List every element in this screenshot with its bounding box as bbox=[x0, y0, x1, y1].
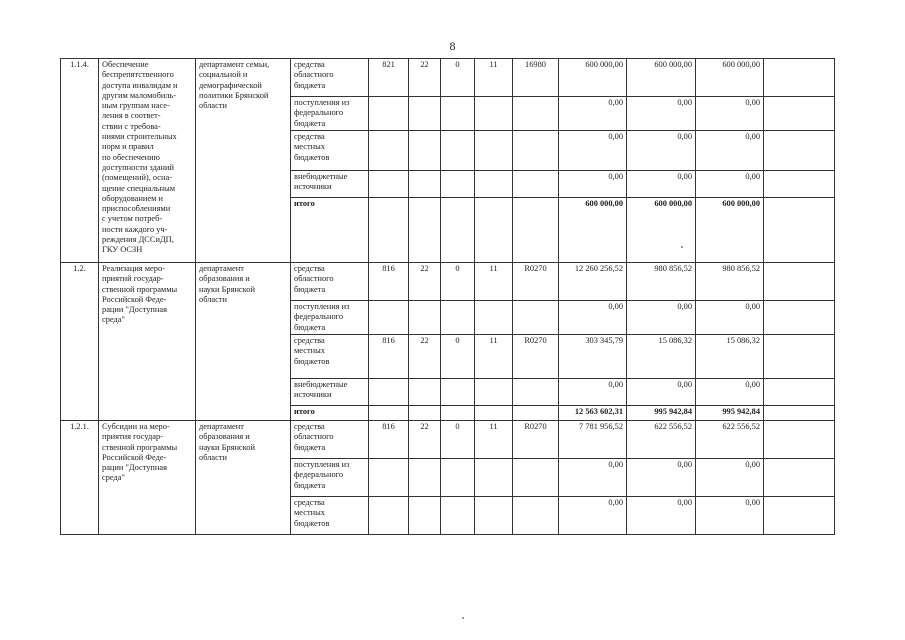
code-cell-c3: 0 bbox=[441, 263, 475, 301]
code-cell-c1: 816 bbox=[369, 335, 409, 379]
amount-cell-v3: 622 556,52 bbox=[696, 421, 764, 459]
funding-source-cell: внебюджетные источники bbox=[291, 171, 369, 198]
empty-cell bbox=[764, 301, 835, 335]
funding-source-cell: средства областного бюджета bbox=[291, 421, 369, 459]
amount-cell-v1: 7 781 956,52 bbox=[559, 421, 627, 459]
table-row bbox=[61, 421, 835, 459]
amount-cell-v3: 15 086,32 bbox=[696, 335, 764, 379]
code-cell-c4 bbox=[475, 379, 513, 406]
amount-cell-v1: 0,00 bbox=[559, 171, 627, 198]
code-cell-c2 bbox=[409, 171, 441, 198]
code-cell-c4 bbox=[475, 198, 513, 263]
amount-cell-v2: 0,00 bbox=[627, 459, 696, 497]
code-cell-c1 bbox=[369, 171, 409, 198]
code-cell-c3 bbox=[441, 198, 475, 263]
page-number: 8 bbox=[449, 39, 456, 53]
code-cell-c4 bbox=[475, 97, 513, 131]
code-cell-c4: 11 bbox=[475, 421, 513, 459]
empty-cell bbox=[764, 459, 835, 497]
code-cell-c1: 816 bbox=[369, 263, 409, 301]
funding-source-cell: средства местных бюджетов bbox=[291, 131, 369, 171]
code-cell-c3 bbox=[441, 406, 475, 421]
code-cell-c5 bbox=[513, 171, 559, 198]
code-cell-c4 bbox=[475, 131, 513, 171]
code-cell-c2 bbox=[409, 301, 441, 335]
code-cell-c2 bbox=[409, 131, 441, 171]
code-cell-c3 bbox=[441, 171, 475, 198]
code-cell-c3 bbox=[441, 301, 475, 335]
item-number-cell: 1.1.4. bbox=[61, 59, 99, 263]
empty-cell bbox=[764, 198, 835, 263]
funding-source-cell: средства областного бюджета bbox=[291, 263, 369, 301]
amount-cell-v2: 995 942,84 bbox=[627, 406, 696, 421]
code-cell-c1 bbox=[369, 301, 409, 335]
amount-cell-v1: 600 000,00 bbox=[559, 198, 627, 263]
code-cell-c1 bbox=[369, 459, 409, 497]
code-cell-c1 bbox=[369, 497, 409, 535]
empty-cell bbox=[764, 421, 835, 459]
empty-cell bbox=[764, 171, 835, 198]
code-cell-c2 bbox=[409, 97, 441, 131]
code-cell-c3 bbox=[441, 131, 475, 171]
amount-cell-v3: 0,00 bbox=[696, 301, 764, 335]
code-cell-c2 bbox=[409, 198, 441, 263]
code-cell-c4 bbox=[475, 497, 513, 535]
item-name-cell: Субсидии на меро- приятия государ- ственной программы Российской Феде- рации "Доступная среда" bbox=[99, 421, 196, 535]
code-cell-c5 bbox=[513, 497, 559, 535]
amount-cell-v3: 980 856,52 bbox=[696, 263, 764, 301]
code-cell-c4 bbox=[475, 171, 513, 198]
code-cell-c2: 22 bbox=[409, 421, 441, 459]
amount-cell-v3: 0,00 bbox=[696, 497, 764, 535]
code-cell-c2 bbox=[409, 459, 441, 497]
code-cell-c5 bbox=[513, 198, 559, 263]
scan-speck bbox=[462, 617, 464, 619]
scan-speck bbox=[681, 246, 683, 248]
executor-cell: департамент образования и науки Брянской области bbox=[196, 421, 291, 535]
amount-cell-v1: 12 260 256,52 bbox=[559, 263, 627, 301]
funding-source-cell: средства областного бюджета bbox=[291, 59, 369, 97]
code-cell-c1: 816 bbox=[369, 421, 409, 459]
amount-cell-v2: 980 856,52 bbox=[627, 263, 696, 301]
code-cell-c5: R0270 bbox=[513, 421, 559, 459]
amount-cell-v1: 12 563 602,31 bbox=[559, 406, 627, 421]
amount-cell-v1: 0,00 bbox=[559, 301, 627, 335]
amount-cell-v3: 0,00 bbox=[696, 97, 764, 131]
code-cell-c5 bbox=[513, 97, 559, 131]
amount-cell-v2: 0,00 bbox=[627, 379, 696, 406]
code-cell-c1 bbox=[369, 379, 409, 406]
code-cell-c2 bbox=[409, 379, 441, 406]
code-cell-c4 bbox=[475, 406, 513, 421]
code-cell-c5: R0270 bbox=[513, 335, 559, 379]
empty-cell bbox=[764, 59, 835, 97]
code-cell-c3: 0 bbox=[441, 421, 475, 459]
amount-cell-v2: 600 000,00 bbox=[627, 59, 696, 97]
empty-cell bbox=[764, 497, 835, 535]
amount-cell-v3: 0,00 bbox=[696, 171, 764, 198]
amount-cell-v3: 0,00 bbox=[696, 459, 764, 497]
item-number-cell: 1.2. bbox=[61, 263, 99, 421]
amount-cell-v3: 600 000,00 bbox=[696, 198, 764, 263]
amount-cell-v2: 622 556,52 bbox=[627, 421, 696, 459]
amount-cell-v1: 0,00 bbox=[559, 131, 627, 171]
code-cell-c1: 821 bbox=[369, 59, 409, 97]
funding-source-cell: итого bbox=[291, 198, 369, 263]
table-row bbox=[61, 263, 835, 301]
code-cell-c2: 22 bbox=[409, 335, 441, 379]
code-cell-c2: 22 bbox=[409, 59, 441, 97]
empty-cell bbox=[764, 379, 835, 406]
executor-cell: департамент образования и науки Брянской области bbox=[196, 263, 291, 421]
code-cell-c3: 0 bbox=[441, 59, 475, 97]
code-cell-c1 bbox=[369, 97, 409, 131]
amount-cell-v1: 0,00 bbox=[559, 379, 627, 406]
executor-cell: департамент семьи, социальной и демографической политики Брянской области bbox=[196, 59, 291, 263]
item-name-cell: Обеспечение беспрепятственного доступа инвалидам и другим маломобиль- ным группам насе- ления в соответ- ствии с требова- ниями строительных норм и правил по обеспечению доступности зданий (помещений), осна- щение специальным оборудованием и приспособлениями с учетом потреб- ности каждого уч- реждения ДССиДП, ГКУ ОСЗН bbox=[99, 59, 196, 263]
code-cell-c4: 11 bbox=[475, 263, 513, 301]
code-cell-c5 bbox=[513, 131, 559, 171]
amount-cell-v3: 0,00 bbox=[696, 379, 764, 406]
amount-cell-v2: 0,00 bbox=[627, 171, 696, 198]
empty-cell bbox=[764, 97, 835, 131]
budget-table bbox=[60, 58, 835, 535]
amount-cell-v2: 15 086,32 bbox=[627, 335, 696, 379]
amount-cell-v1: 0,00 bbox=[559, 459, 627, 497]
code-cell-c2 bbox=[409, 406, 441, 421]
code-cell-c4 bbox=[475, 301, 513, 335]
item-number-cell: 1.2.1. bbox=[61, 421, 99, 535]
amount-cell-v1: 303 345,79 bbox=[559, 335, 627, 379]
amount-cell-v3: 995 942,84 bbox=[696, 406, 764, 421]
empty-cell bbox=[764, 335, 835, 379]
amount-cell-v2: 0,00 bbox=[627, 497, 696, 535]
code-cell-c1 bbox=[369, 198, 409, 263]
amount-cell-v3: 0,00 bbox=[696, 131, 764, 171]
code-cell-c5 bbox=[513, 459, 559, 497]
empty-cell bbox=[764, 406, 835, 421]
funding-source-cell: внебюджетные источники bbox=[291, 379, 369, 406]
funding-source-cell: средства местных бюджетов bbox=[291, 497, 369, 535]
funding-source-cell: поступления из федерального бюджета bbox=[291, 97, 369, 131]
code-cell-c4: 11 bbox=[475, 59, 513, 97]
table-row bbox=[61, 59, 835, 97]
code-cell-c2 bbox=[409, 497, 441, 535]
amount-cell-v2: 0,00 bbox=[627, 131, 696, 171]
code-cell-c4: 11 bbox=[475, 335, 513, 379]
amount-cell-v1: 0,00 bbox=[559, 497, 627, 535]
empty-cell bbox=[764, 131, 835, 171]
code-cell-c3 bbox=[441, 97, 475, 131]
code-cell-c2: 22 bbox=[409, 263, 441, 301]
code-cell-c1 bbox=[369, 406, 409, 421]
code-cell-c3 bbox=[441, 497, 475, 535]
code-cell-c5 bbox=[513, 406, 559, 421]
funding-source-cell: средства местных бюджетов bbox=[291, 335, 369, 379]
code-cell-c4 bbox=[475, 459, 513, 497]
code-cell-c1 bbox=[369, 131, 409, 171]
code-cell-c5 bbox=[513, 301, 559, 335]
funding-source-cell: поступления из федерального бюджета bbox=[291, 301, 369, 335]
empty-cell bbox=[764, 263, 835, 301]
amount-cell-v1: 600 000,00 bbox=[559, 59, 627, 97]
amount-cell-v3: 600 000,00 bbox=[696, 59, 764, 97]
amount-cell-v2: 0,00 bbox=[627, 301, 696, 335]
amount-cell-v2: 600 000,00 bbox=[627, 198, 696, 263]
amount-cell-v2: 0,00 bbox=[627, 97, 696, 131]
code-cell-c3: 0 bbox=[441, 335, 475, 379]
item-name-cell: Реализация меро- приятий государ- ственной программы Российской Феде- рации "Доступная среда" bbox=[99, 263, 196, 421]
code-cell-c5: R0270 bbox=[513, 263, 559, 301]
code-cell-c5: 16980 bbox=[513, 59, 559, 97]
funding-source-cell: поступления из федерального бюджета bbox=[291, 459, 369, 497]
amount-cell-v1: 0,00 bbox=[559, 97, 627, 131]
funding-source-cell: итого bbox=[291, 406, 369, 421]
code-cell-c3 bbox=[441, 459, 475, 497]
code-cell-c3 bbox=[441, 379, 475, 406]
code-cell-c5 bbox=[513, 379, 559, 406]
